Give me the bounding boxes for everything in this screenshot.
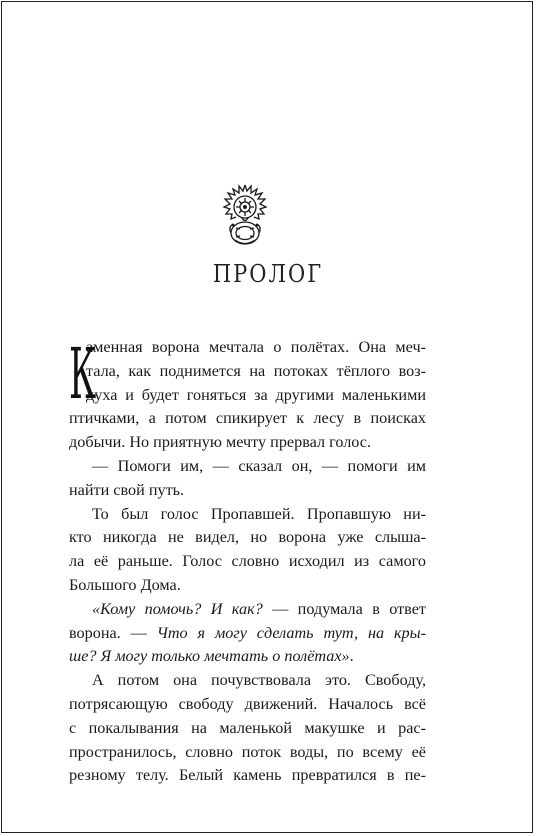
text-line: кто никогда не видел, но ворона уже слыша- bbox=[69, 528, 426, 547]
text-line: резному телу. Белый камень превратился в пе- bbox=[69, 766, 426, 785]
italic-quote: ше? Я могу только мечтать о полётах» bbox=[69, 647, 350, 666]
text-line: Большого Дома. bbox=[69, 575, 181, 594]
text-line: А потом она почувствовала это. Свободу, bbox=[92, 671, 426, 690]
ornament-icon bbox=[218, 181, 272, 249]
text-line: аменная ворона мечтала о полётах. Она меч- bbox=[86, 338, 426, 356]
italic-quote: «Кому помочь? И как? bbox=[92, 599, 263, 618]
text-line bbox=[69, 622, 426, 646]
text-line: духа и будет гоняться за другими маленькими bbox=[86, 385, 426, 404]
text-line: добычи. Но приятную мечту прервал голос. bbox=[69, 433, 372, 452]
text-line: — Помоги им, — сказал он, — помоги им bbox=[92, 456, 426, 475]
text-line: ла её раньше. Голос словно исходил из самого bbox=[69, 552, 426, 571]
italic-quote: Что я могу сделать тут, на кры- bbox=[156, 623, 426, 642]
chapter-title: ПРОЛОГ bbox=[212, 260, 324, 288]
text-line: пространилось, словно поток воды, по всему её bbox=[69, 742, 426, 761]
text-line: с покалывания на маленькой макушке и рас- bbox=[69, 718, 426, 737]
text-line: потрясающую свободу движений. Началось всё bbox=[69, 694, 426, 713]
text-line bbox=[69, 645, 426, 669]
text-line bbox=[69, 598, 426, 622]
text-line: найти свой путь. bbox=[69, 480, 185, 499]
text-line: То был голос Пропавшей. Пропавшую ни- bbox=[92, 504, 426, 523]
text-line: птичками, а потом спикирует к лесу в поисках bbox=[69, 409, 426, 428]
text-segment: . bbox=[349, 647, 354, 666]
body-text bbox=[69, 333, 426, 788]
text-segment: ворона. — bbox=[69, 623, 157, 642]
text-segment: — подумала в ответ bbox=[262, 599, 426, 618]
text-line: тала, как поднимется на потоках тёплого воз- bbox=[86, 361, 426, 380]
drop-cap: К bbox=[69, 333, 97, 415]
